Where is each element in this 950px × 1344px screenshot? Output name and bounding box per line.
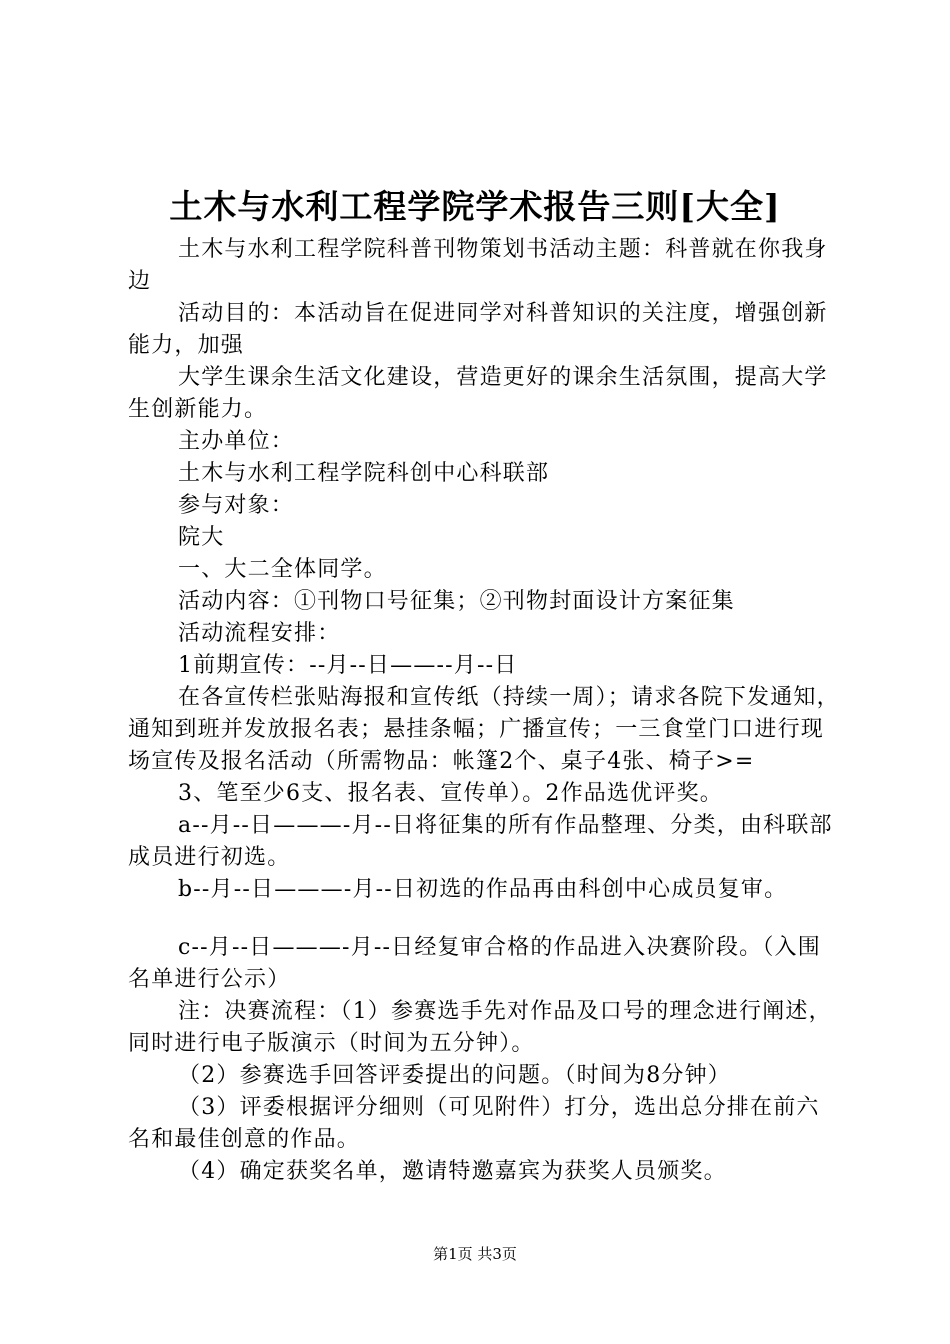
paragraph-organizer: 土木与水利工程学院科创中心科联部 — [178, 461, 550, 486]
paragraph-final-step-2: （2）参赛选手回答评委提出的问题。（时间为8分钟） — [178, 1063, 731, 1088]
paragraph-purpose: 活动目的：本活动旨在促进同学对科普知识的关注度，增强创新能力，加强 — [128, 301, 828, 358]
paragraph-organizer-label: 主办单位： — [178, 429, 295, 454]
document-title: 土木与水利工程学院学术报告三则[大全] — [169, 187, 781, 226]
paragraph-step-a: a--月--日———-月--日将征集的所有作品整理、分类，由科联部成员进行初选。 — [128, 813, 833, 870]
paragraph-schedule-label: 活动流程安排： — [178, 621, 341, 646]
paragraph-content: 活动内容：①刊物口号征集；②刊物封面设计方案征集 — [178, 589, 735, 614]
paragraph-promotion-detail: 在各宣传栏张贴海报和宣传纸（持续一周）；请求各院下发通知，通知到班并发放报名表；悬挂条幅；广播宣传；一三食堂门口进行现场宣传及报名活动（所需物品：帐篷2个、桌子4张、椅子>= — [128, 685, 840, 774]
document-body — [128, 234, 840, 1188]
paragraph-step-b: b--月--日———-月--日初选的作品再由科创中心成员复审。 — [178, 877, 788, 902]
paragraph-step-c: c--月--日———-月--日经复审合格的作品进入决赛阶段。（入围名单进行公示） — [128, 935, 821, 992]
paragraph-final-process: 注：决赛流程：（1）参赛选手先对作品及口号的理念进行阐述，同时进行电子版演示（时间为五分钟）。 — [128, 999, 832, 1056]
paragraph-final-step-4: （4）确定获奖名单，邀请特邀嘉宾为获奖人员颁奖。 — [178, 1159, 727, 1184]
blank-line — [128, 906, 840, 932]
page-footer: 第1页 共3页 — [433, 1245, 517, 1263]
paragraph-participants-a: 院大 — [178, 525, 225, 550]
paragraph-participants-b: 一、大二全体同学。 — [178, 557, 387, 582]
paragraph-purpose-cont: 大学生课余生活文化建设，营造更好的课余生活氛围，提高大学生创新能力。 — [128, 365, 828, 422]
paragraph-promotion-items: 3、笔至少6支、报名表、宣传单）。2作品选优评奖。 — [178, 781, 723, 806]
paragraph-promotion-date: 1前期宣传：--月--日——--月--日 — [178, 653, 518, 678]
paragraph-theme: 土木与水利工程学院科普刊物策划书活动主题：科普就在你我身边 — [128, 237, 828, 294]
paragraph-participants-label: 参与对象： — [178, 493, 295, 518]
paragraph-final-step-3: （3）评委根据评分细则（可见附件）打分，选出总分排在前六名和最佳创意的作品。 — [128, 1095, 820, 1152]
